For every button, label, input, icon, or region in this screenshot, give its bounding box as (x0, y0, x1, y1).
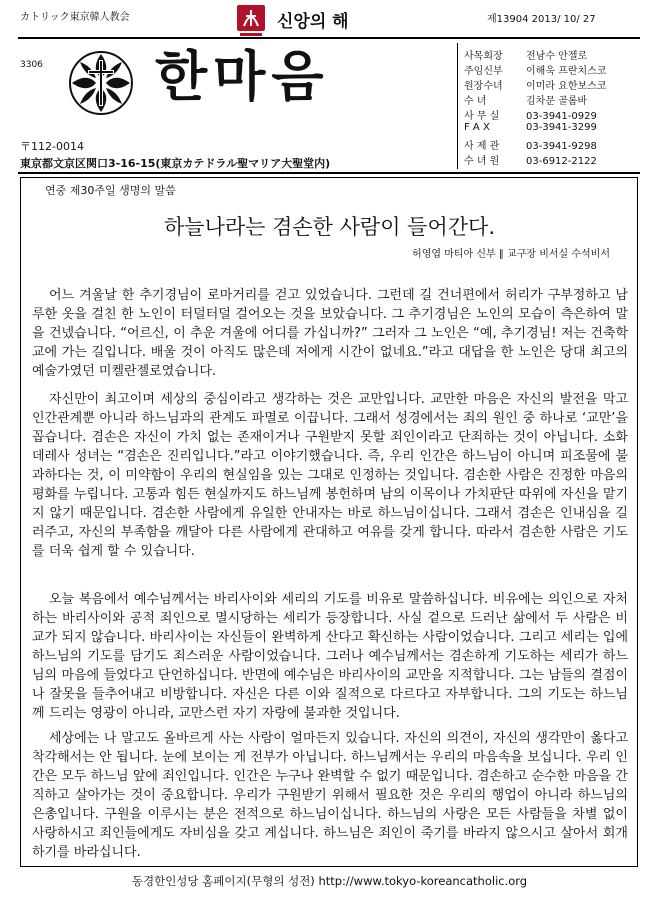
info-label: 사 무 실 (464, 111, 500, 122)
footer-homepage-link[interactable]: 동경한인성당 홈페이지(무형의 성전) http://www.tokyo-koreancatholic.org (131, 874, 528, 888)
info-row (464, 47, 587, 62)
info-label: 사목회장 (464, 51, 503, 62)
info-row (464, 62, 606, 77)
info-value: 03-3941-9298 (526, 141, 597, 152)
info-row (464, 77, 606, 92)
info-value: 이미라 요한보스코 (526, 81, 607, 92)
info-row (464, 122, 597, 133)
issue-info: 제13904 2013/ 10/ 27 (487, 14, 596, 25)
info-label: 사 제 관 (464, 141, 500, 152)
info-label: 수 녀 (464, 96, 487, 107)
header-rule-bottom (18, 172, 640, 174)
info-label: 수 녀 원 (464, 156, 500, 167)
parish-name: カトリック東京韓人教会 (20, 12, 130, 23)
church-logo-icon (66, 48, 136, 118)
info-label: F A X (464, 122, 490, 133)
info-value: 김차문 골롬바 (526, 96, 588, 107)
article-paragraph: 세상에는 나 말고도 올바르게 사는 사람이 얼마든지 있습니다. 자신의 의견이, 자신의 생각만이 옳다고 착각해서는 안 됩니다. 눈에 보이는 게 전부가 아닙니다. 하느님께서는 우리의 마음속을 보십니다. 우리 인간은 모두 하느님 앞에 죄인입니다. 인간은 누구나 완벽할 수 없기 때문입니다. 겸손하고 순수한 마음을 간직하고 살아가는 것이 중요합니다. 우리가 구원받기 위해서 필요한 것은 우리의 행업이 아니라 하느님의 은총입니다. 구원을 이루시는 분은 전적으로 하느님이십니다. 하느님의 사랑은 모든 사람들을 차별 없이 사랑하시고 죄인들에게도 자비심을 갖고 계십니다. 하느님은 죄인이 죽기를 바라지 않으시고 살아서 회개하기를 바라십니다. (32, 731, 628, 860)
info-label: 원장수녀 (464, 81, 503, 92)
article-paragraph: 오늘 복음에서 예수님께서는 바리사이와 세리의 기도를 비유로 말씀하십니다. 비유에는 의인으로 자처하는 바리사이와 공적 죄인으로 멸시당하는 세리가 등장합니다. 사실 겉으로 드러난 삶에서 두 사람은 비교가 되지 않습니다. 바리사이는 자신들이 완벽하게 산다고 확신하는 사람이었습니다. 그리고 세리는 입에 하느님의 기도를 담기도 죄스러운 사람이었습니다. 그러나 예수님께서는 겸손하게 기도하는 세리가 하느님의 마음에 들었다고 단언하십니다. 반면에 예수님은 바리사이의 교만을 지적합니다. 그는 남들의 결점이나 잘못을 들추어내고 비방합니다. 자신은 다른 이와 질적으로 다르다고 자부합니다. 그의 기도는 하느님께 드리는 영광이 아니라, 교만스런 자기 자랑에 불과한 것입니다. (32, 592, 628, 721)
issue-code: 3306 (20, 60, 43, 70)
info-value: 이해욱 프란치스코 (526, 66, 607, 77)
article-headline: 하늘나라는 겸손한 사람이 들어간다. (164, 215, 495, 239)
postal-code: 〒112-0014 (20, 140, 84, 153)
info-row (464, 152, 597, 167)
contact-info-box (457, 43, 639, 169)
article-paragraph: 어느 겨울날 한 추기경님이 로마거리를 걷고 있었습니다. 그런데 길 건너편에서 허리가 구부정하고 남루한 옷을 걸친 한 노인이 터덜터덜 걸어오는 것을 보았습니다. 그 추기경님은 노인의 모습이 측은하여 말을 건넸습니다. “어르신, 이 추운 겨울에 어디를 가십니까?” 그러자 그 노인은 “예, 추기경님! 저는 건축학교에 가는 길입니다. 배울 것이 아직도 많은데 저에게 시간이 없네요.”라고 대답을 한 노인은 당대 최고의 예술가였던 미켈란젤로였습니다. (32, 288, 628, 379)
info-value: 03-3941-3299 (526, 122, 597, 133)
info-value: 03-3941-0929 (526, 111, 597, 122)
year-title: 신앙의 해 (277, 12, 349, 32)
section-label: 연중 제30주일 생명의 말씀 (45, 184, 176, 197)
article-paragraph: 자신만이 최고이며 세상의 중심이라고 생각하는 것은 교만입니다. 교만한 마음은 자신의 발전을 막고 인간관계뿐 아니라 하느님과의 관계도 파멸로 이끕니다. 그래서 성경에서는 죄의 원인 중 하나로 ‘교만’을 꼽습니다. 겸손은 자신이 가치 없는 존재이거나 구원받지 못할 죄인이라고 단죄하는 것이 아닙니다. 소화 데레사 성녀는 “겸손은 진리입니다.”라고 이야기했습니다. 즉, 우리 인간은 하느님이 아니며 피조물에 불과하다는 것, 이 미약함이 우리의 현실임을 있는 그대로 인정하는 것입니다. 겸손한 사람은 진정한 마음의 평화를 누립니다. 고통과 힘든 현실까지도 하느님께 봉헌하며 남의 이목이나 가치판단 따위에 자신을 맡기지 않기 때문입니다. 겸손한 사람에게 유일한 안내자는 바로 하느님이십니다. 그래서 겸손은 인내심을 길러주고, 자신의 부족함을 깨달아 다른 사람에게 관대하고 여유를 갖게 합니다. 따라서 겸손한 사람은 기도를 더욱 쉽게 할 수 있습니다. (32, 392, 628, 559)
info-label: 주임신부 (464, 66, 503, 77)
info-value: 전남수 안젤로 (526, 51, 588, 62)
info-row (464, 107, 597, 122)
newsletter-title: 한마음 (155, 45, 330, 108)
info-row (464, 137, 597, 152)
faith-year-emblem-icon (236, 4, 266, 38)
article-byline: 허영엽 마티아 신부 ∥ 교구장 비서실 수석비서 (412, 249, 610, 260)
church-address: 東京都文京区関口3-16-15(東京カテドラル聖マリア大聖堂内) (20, 157, 331, 170)
info-row (464, 92, 587, 107)
info-value: 03-6912-2122 (526, 156, 597, 167)
header-rule-top (18, 37, 640, 39)
